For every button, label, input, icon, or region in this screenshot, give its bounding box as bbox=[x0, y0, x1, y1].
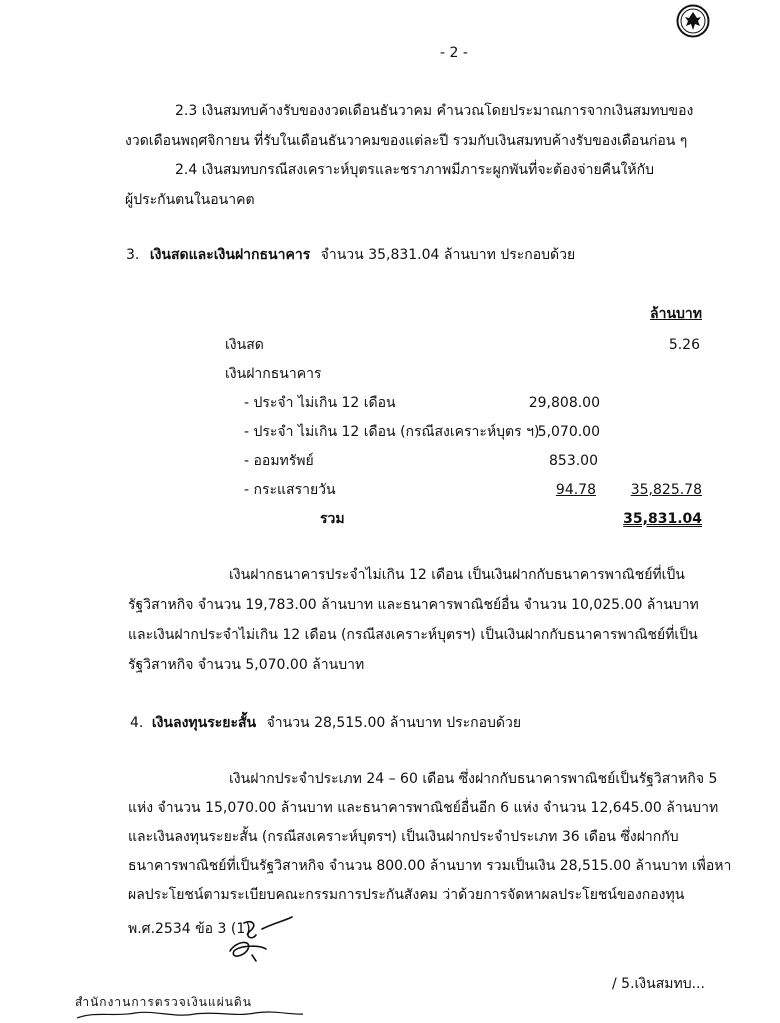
item-2-4-line2: ผู้ประกันตนในอนาคต bbox=[125, 192, 255, 208]
section4-para-line3: และเงินลงทุนระยะสั้น (กรณีสงเคราะห์บุตรฯ) เป็นเงินฝากประจำประเภท 36 เดือน ซึ่งฝากกับ bbox=[128, 829, 679, 845]
section4-para-line2: แห่ง จำนวน 15,070.00 ล้านบาท และธนาคารพาณิชย์อื่นอีก 6 แห่ง จำนวน 12,645.00 ล้านบาท bbox=[128, 800, 719, 816]
deposit-subtotal: 35,825.78 bbox=[630, 482, 702, 498]
deposit-row-label: - กระแสรายวัน bbox=[244, 482, 336, 498]
office-name: สำนักงานการตรวจเงินแผ่นดิน bbox=[75, 995, 252, 1009]
section3-para-line4: รัฐวิสาหกิจ จำนวน 5,070.00 ล้านบาท bbox=[128, 657, 365, 673]
deposit-row-amount: 29,808.00 bbox=[528, 395, 600, 411]
deposit-row-amount: 853.00 bbox=[549, 453, 598, 469]
deposits-label: เงินฝากธนาคาร bbox=[225, 366, 322, 382]
section3-number: 3. bbox=[126, 247, 140, 263]
unit-header: ล้านบาท bbox=[650, 306, 702, 322]
garuda-seal-icon bbox=[676, 4, 710, 38]
section4-para-line6: พ.ศ.2534 ข้อ 3 (1) bbox=[128, 921, 251, 937]
section3-heading bbox=[126, 246, 575, 264]
section3-para-line1: เงินฝากธนาคารประจำไม่เกิน 12 เดือน เป็นเงินฝากกับธนาคารพาณิชย์ที่เป็น bbox=[229, 567, 685, 583]
deposit-row-label: - ประจำ ไม่เกิน 12 เดือน bbox=[244, 395, 396, 411]
deposit-row-label: - ออมทรัพย์ bbox=[244, 453, 314, 469]
section4-para-line5: ผลประโยชน์ตามระเบียบคณะกรรมการประกันสังคม ว่าด้วยการจัดหาผลประโยชน์ของกองทุน bbox=[128, 887, 685, 903]
total-label: รวม bbox=[320, 511, 345, 527]
section3-para-line3: และเงินฝากประจำไม่เกิน 12 เดือน (กรณีสงเคราะห์บุตรฯ) เป็นเงินฝากกับธนาคารพาณิชย์ที่เป็น bbox=[128, 627, 698, 643]
deposit-row-amount: 5,070.00 bbox=[537, 424, 600, 440]
section4-para-line4: ธนาคารพาณิชย์ที่เป็นรัฐวิสาหกิจ จำนวน 800.00 ล้านบาท รวมเป็นเงิน 28,515.00 ล้านบาท เพื่อหา bbox=[128, 858, 732, 874]
item-2-4-line1: 2.4 เงินสมทบกรณีสงเคราะห์บุตรและชราภาพมีภาระผูกพันที่จะต้องจ่ายคืนให้กับ bbox=[175, 162, 655, 178]
item-2-3-line2: งวดเดือนพฤศจิกายน ที่รับในเดือนธันวาคมของแต่ละปี รวมกับเงินสมทบค้างรับของเดือนก่อน ๆ bbox=[125, 133, 688, 149]
section3-title: เงินสดและเงินฝากธนาคาร bbox=[149, 247, 311, 263]
section4-number: 4. bbox=[130, 715, 144, 731]
footer-stamp-scrawl bbox=[75, 1007, 305, 1023]
section4-heading bbox=[130, 714, 521, 732]
deposit-row-label: - ประจำ ไม่เกิน 12 เดือน (กรณีสงเคราะห์บุตร ฯ) bbox=[244, 424, 540, 440]
page-number: - 2 - bbox=[440, 45, 468, 61]
continuation-marker: / 5.เงินสมทบ... bbox=[612, 976, 705, 992]
section4-title-rest: จำนวน 28,515.00 ล้านบาท ประกอบด้วย bbox=[266, 715, 522, 731]
cash-total: 5.26 bbox=[668, 337, 700, 353]
section3-para-line2: รัฐวิสาหกิจ จำนวน 19,783.00 ล้านบาท และธนาคารพาณิชย์อื่น จำนวน 10,025.00 ล้านบาท bbox=[128, 597, 699, 613]
section4-title: เงินลงทุนระยะสั้น bbox=[151, 715, 257, 731]
grand-total: 35,831.04 bbox=[623, 511, 702, 527]
signature-initials bbox=[222, 915, 298, 971]
cash-label: เงินสด bbox=[225, 337, 264, 353]
deposit-row-amount: 94.78 bbox=[555, 482, 596, 498]
section3-title-rest: จำนวน 35,831.04 ล้านบาท ประกอบด้วย bbox=[320, 247, 576, 263]
section4-para-line1: เงินฝากประจำประเภท 24 – 60 เดือน ซึ่งฝากกับธนาคารพาณิชย์เป็นรัฐวิสาหกิจ 5 bbox=[229, 771, 718, 787]
item-2-3-line1: 2.3 เงินสมทบค้างรับของงวดเดือนธันวาคม คำนวณโดยประมาณการจากเงินสมทบของ bbox=[175, 103, 694, 119]
